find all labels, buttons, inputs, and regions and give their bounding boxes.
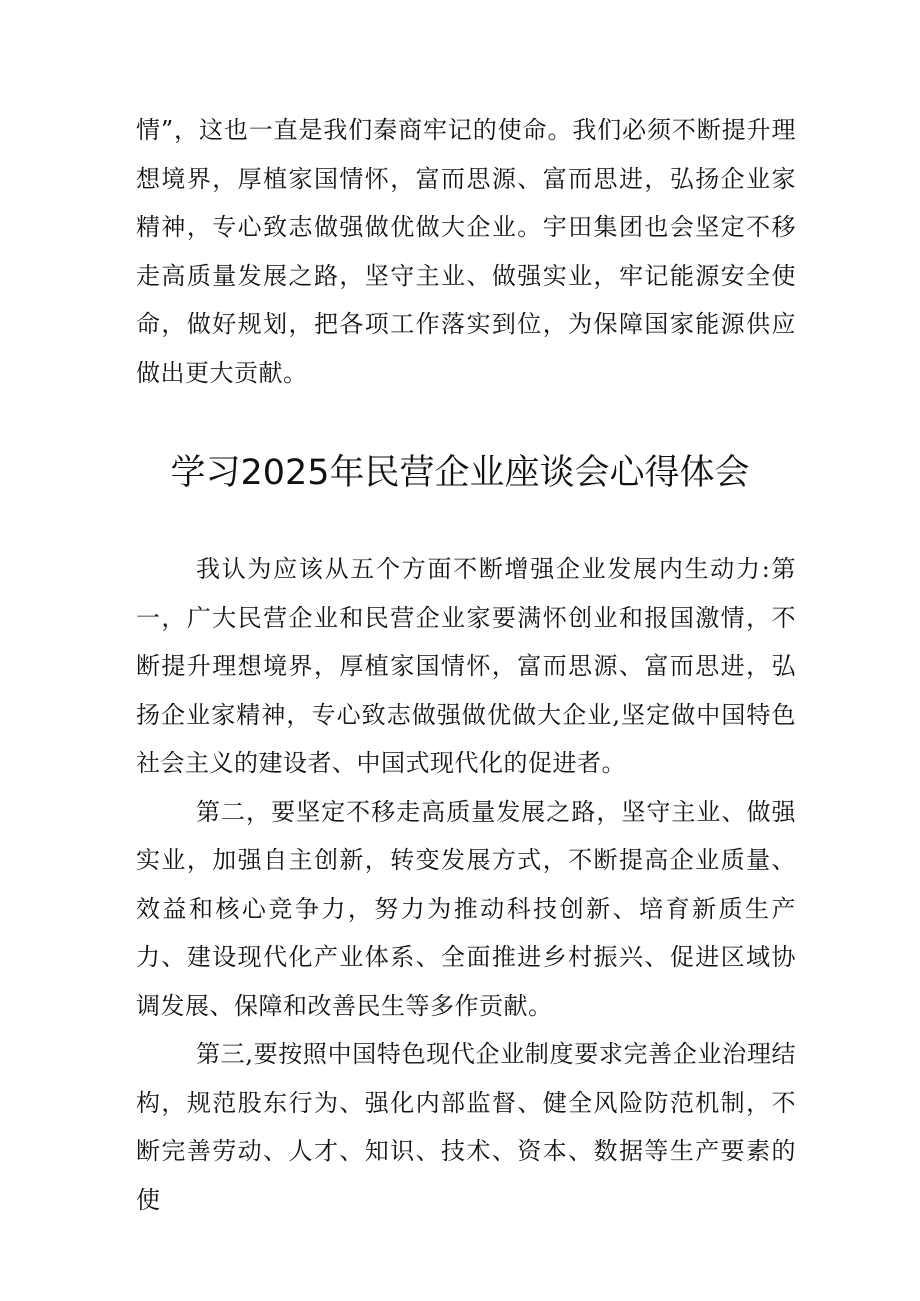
section-title: 学习2025年民营企业座谈会心得体会 (170, 453, 750, 493)
body-paragraph-3: 第三,要按照中国特色现代企业制度要求完善企业治理结构，规范股东行为、强化内部监督、健全风险防范机制，不断完善劳动、人才、知识、技术、资本、数据等生产要素的使 (136, 1040, 796, 1214)
continuation-text-block (136, 106, 796, 397)
body-paragraph-1: 我认为应该从五个方面不断增强企业发展内生动力:第一，广大民营企业和民营企业家要满怀创业和报国激情，不断提升理想境界，厚植家国情怀，富而思源、富而思进，弘扬企业家精神，专心致志做强做优做大企业,坚定做中国特色社会主义的建设者、中国式现代化的促进者。 (136, 555, 796, 777)
continuation-paragraph: 情”，这也一直是我们秦商牢记的使命。我们必须不断提升理想境界，厚植家国情怀，富而思源、富而思进，弘扬企业家精神，专心致志做强做优做大企业。宇田集团也会坚定不移走高质量发展之路，坚守主业、做强实业，牢记能源安全使命，做好规划，把各项工作落实到位，为保障国家能源供应做出更大贡献。 (136, 116, 796, 387)
body-paragraph-2: 第二，要坚定不移走高质量发展之路，坚守主业、做强实业，加强自主创新，转变发展方式，不断提高企业质量、效益和核心竞争力，努力为推动科技创新、培育新质生产力、建设现代化产业体系、全面推进乡村振兴、促进区域协调发展、保障和改善民生等多作贡献。 (136, 797, 796, 1020)
body-text-block (136, 545, 796, 1224)
